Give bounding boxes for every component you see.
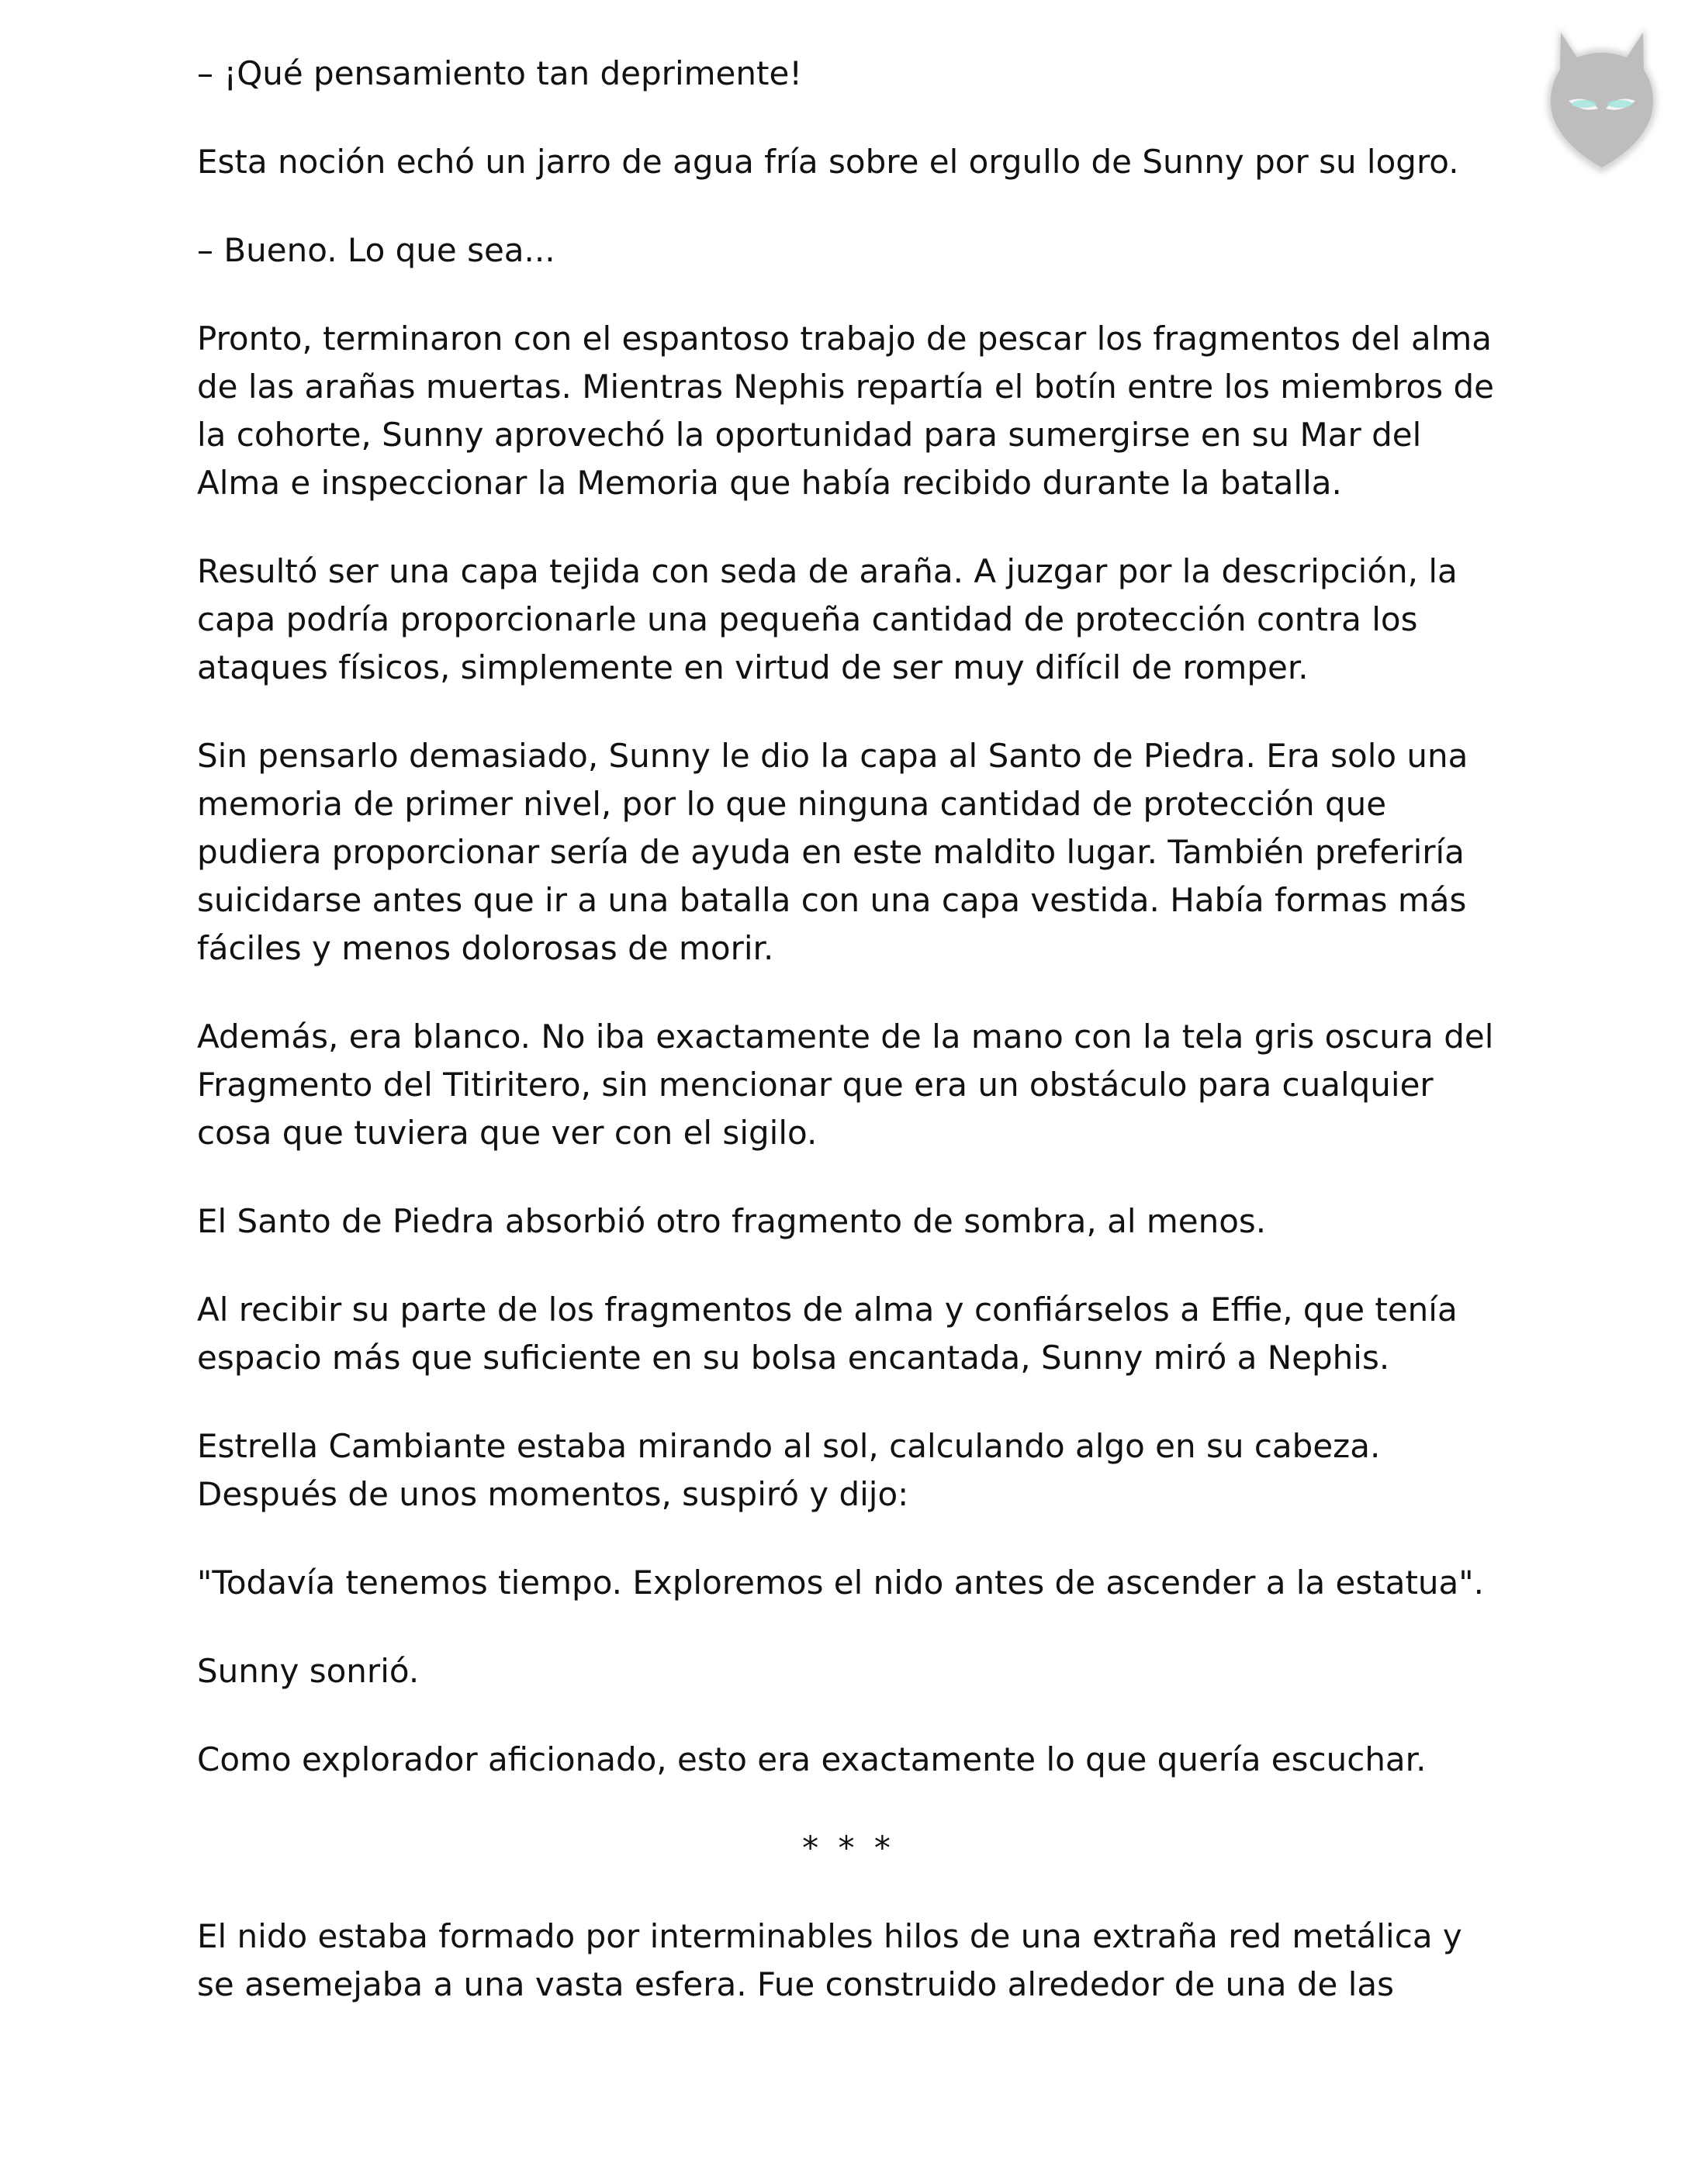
- paragraph: Sin pensarlo demasiado, Sunny le dio la capa al Santo de Piedra. Era solo una memoria de primer nivel, por lo que ninguna cantidad de protección que pudiera proporcionar sería de ayuda en este maldito lugar. También preferiría suicidarse antes que ir a una batalla con una capa vestida. Había formas más fáciles y menos dolorosas de morir.: [197, 737, 1468, 967]
- paragraph: El Santo de Piedra absorbió otro fragmento de sombra, al menos.: [197, 1202, 1267, 1240]
- paragraph: Al recibir su parte de los fragmentos de alma y confiárselos a Effie, que tenía espacio más que suficiente en su bolsa encantada, Sunny miró a Nephis.: [197, 1291, 1458, 1377]
- paragraph: Estrella Cambiante estaba mirando al sol, calculando algo en su cabeza.: [197, 1427, 1381, 1465]
- paragraph: – ¡Qué pensamiento tan deprimente!: [197, 54, 803, 92]
- paragraph: Después de unos momentos, suspiró y dijo:: [197, 1475, 909, 1513]
- demon-head-icon: [1528, 14, 1676, 181]
- paragraph: Resultó ser una capa tejida con seda de araña. A juzgar por la descripción, la capa podría proporcionarle una pequeña cantidad de protección contra los ataques físicos, simplemente en virtud de ser muy difícil de romper.: [197, 552, 1458, 686]
- paragraph: Como explorador aficionado, esto era exactamente lo que quería escuchar.: [197, 1740, 1427, 1778]
- paragraph: Además, era blanco. No iba exactamente de la mano con la tela gris oscura del Fragmento del Titiritero, sin mencionar que era un obstáculo para cualquier cosa que tuviera que ver con el sigilo.: [197, 1018, 1494, 1152]
- paragraph: Sunny sonrió.: [197, 1652, 420, 1690]
- paragraph: Esta noción echó un jarro de agua fría sobre el orgullo de Sunny por su logro.: [197, 143, 1459, 181]
- paragraph: "Todavía tenemos tiempo. Exploremos el nido antes de ascender a la estatua".: [197, 1564, 1484, 1602]
- document-body: [197, 50, 1500, 2049]
- paragraph: El nido estaba formado por interminables hilos de una extraña red metálica y se asemejaba a una vasta esfera. Fue construido alrededor de una de las: [197, 1917, 1462, 2003]
- paragraph: Pronto, terminaron con el espantoso trabajo de pescar los fragmentos del alma de las arañas muertas. Mientras Nephis repartía el botín entre los miembros de la cohorte, Sunny aprovechó la oportunidad para sumergirse en su Mar del Alma e inspeccionar la Memoria que había recibido durante la batalla.: [197, 320, 1494, 502]
- scene-separator: * * *: [802, 1829, 895, 1867]
- paragraph: – Bueno. Lo que sea...: [197, 231, 555, 269]
